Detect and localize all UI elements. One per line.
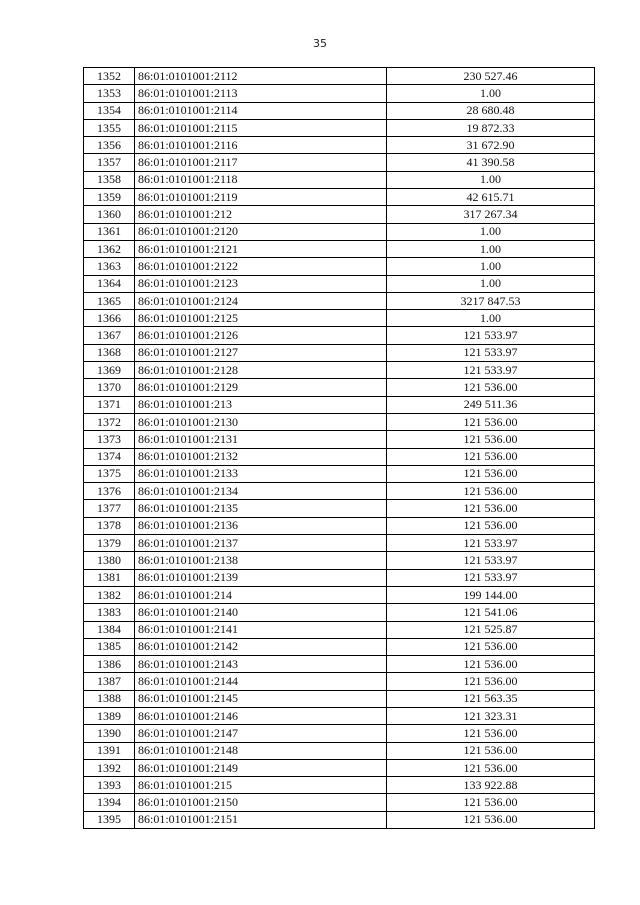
value-cell: 1.00: [387, 223, 595, 240]
cadastral-number-cell: 86:01:0101001:213: [135, 396, 387, 413]
row-number-cell: 1377: [84, 500, 135, 517]
table-row: [84, 275, 595, 292]
cadastral-number-cell: 86:01:0101001:2142: [135, 638, 387, 655]
value-cell: 121 536.00: [387, 673, 595, 690]
table-row: [84, 725, 595, 742]
cadastral-number-cell: 86:01:0101001:2129: [135, 379, 387, 396]
cadastral-number-cell: 86:01:0101001:2121: [135, 240, 387, 257]
table-row: [84, 673, 595, 690]
table-row: [84, 431, 595, 448]
row-number-cell: 1373: [84, 431, 135, 448]
row-number-cell: 1393: [84, 777, 135, 794]
table-row: [84, 85, 595, 102]
value-cell: 121 536.00: [387, 379, 595, 396]
value-cell: 121 533.97: [387, 344, 595, 361]
row-number-cell: 1368: [84, 344, 135, 361]
value-cell: 41 390.58: [387, 154, 595, 171]
table-row: [84, 690, 595, 707]
cadastral-number-cell: 86:01:0101001:2124: [135, 292, 387, 309]
cadastral-number-cell: 86:01:0101001:2140: [135, 604, 387, 621]
table-row: [84, 258, 595, 275]
value-cell: 121 323.31: [387, 707, 595, 724]
value-cell: 19 872.33: [387, 119, 595, 136]
table-row: [84, 310, 595, 327]
row-number-cell: 1380: [84, 552, 135, 569]
table-row: [84, 811, 595, 828]
cadastral-number-cell: 86:01:0101001:215: [135, 777, 387, 794]
cadastral-number-cell: 86:01:0101001:2146: [135, 707, 387, 724]
cadastral-number-cell: 86:01:0101001:2137: [135, 535, 387, 552]
cadastral-number-cell: 86:01:0101001:2118: [135, 171, 387, 188]
table-row: [84, 119, 595, 136]
row-number-cell: 1376: [84, 483, 135, 500]
cadastral-number-cell: 86:01:0101001:212: [135, 206, 387, 223]
cadastral-number-cell: 86:01:0101001:2147: [135, 725, 387, 742]
row-number-cell: 1355: [84, 119, 135, 136]
table-row: [84, 413, 595, 430]
table-row: [84, 171, 595, 188]
cadastral-number-cell: 86:01:0101001:2125: [135, 310, 387, 327]
cadastral-number-cell: 86:01:0101001:2130: [135, 413, 387, 430]
value-cell: 121 563.35: [387, 690, 595, 707]
cadastral-number-cell: 86:01:0101001:2141: [135, 621, 387, 638]
cadastral-number-cell: 86:01:0101001:2113: [135, 85, 387, 102]
value-cell: 121 536.00: [387, 431, 595, 448]
value-cell: 1.00: [387, 85, 595, 102]
cadastral-number-cell: 86:01:0101001:2148: [135, 742, 387, 759]
cadastral-number-cell: 86:01:0101001:2132: [135, 448, 387, 465]
value-cell: 121 525.87: [387, 621, 595, 638]
cadastral-number-cell: 86:01:0101001:2143: [135, 656, 387, 673]
row-number-cell: 1381: [84, 569, 135, 586]
cadastral-number-cell: 86:01:0101001:2144: [135, 673, 387, 690]
cadastral-number-cell: 86:01:0101001:2133: [135, 465, 387, 482]
table-row: [84, 794, 595, 811]
row-number-cell: 1384: [84, 621, 135, 638]
cadastral-value-table: [83, 67, 595, 829]
table-row: [84, 586, 595, 603]
table-row: [84, 569, 595, 586]
row-number-cell: 1378: [84, 517, 135, 534]
table-row: [84, 517, 595, 534]
value-cell: 121 536.00: [387, 759, 595, 776]
value-cell: 121 536.00: [387, 811, 595, 828]
cadastral-number-cell: 86:01:0101001:2150: [135, 794, 387, 811]
table-row: [84, 327, 595, 344]
table-row: [84, 621, 595, 638]
value-cell: 199 144.00: [387, 586, 595, 603]
cadastral-number-cell: 86:01:0101001:2119: [135, 189, 387, 206]
table-row: [84, 292, 595, 309]
cadastral-number-cell: 86:01:0101001:2135: [135, 500, 387, 517]
table-row: [84, 500, 595, 517]
row-number-cell: 1395: [84, 811, 135, 828]
table-row: [84, 759, 595, 776]
cadastral-number-cell: 86:01:0101001:214: [135, 586, 387, 603]
table-row: [84, 656, 595, 673]
cadastral-number-cell: 86:01:0101001:2112: [135, 68, 387, 85]
row-number-cell: 1372: [84, 413, 135, 430]
table-row: [84, 483, 595, 500]
table-row: [84, 638, 595, 655]
value-cell: 121 533.97: [387, 552, 595, 569]
table-row: [84, 223, 595, 240]
value-cell: 121 536.00: [387, 725, 595, 742]
table-row: [84, 465, 595, 482]
value-cell: 121 536.00: [387, 656, 595, 673]
value-cell: 121 536.00: [387, 517, 595, 534]
cadastral-number-cell: 86:01:0101001:2139: [135, 569, 387, 586]
table-row: [84, 448, 595, 465]
value-cell: 133 922.88: [387, 777, 595, 794]
value-cell: 121 536.00: [387, 465, 595, 482]
value-cell: 1.00: [387, 258, 595, 275]
row-number-cell: 1389: [84, 707, 135, 724]
cadastral-number-cell: 86:01:0101001:2136: [135, 517, 387, 534]
row-number-cell: 1383: [84, 604, 135, 621]
value-cell: 121 541.06: [387, 604, 595, 621]
row-number-cell: 1352: [84, 68, 135, 85]
table-row: [84, 604, 595, 621]
row-number-cell: 1354: [84, 102, 135, 119]
table-row: [84, 68, 595, 85]
row-number-cell: 1379: [84, 535, 135, 552]
page-number: 35: [313, 37, 327, 50]
row-number-cell: 1360: [84, 206, 135, 223]
table-row: [84, 552, 595, 569]
cadastral-number-cell: 86:01:0101001:2126: [135, 327, 387, 344]
row-number-cell: 1391: [84, 742, 135, 759]
value-cell: 1.00: [387, 240, 595, 257]
cadastral-number-cell: 86:01:0101001:2117: [135, 154, 387, 171]
value-cell: 31 672.90: [387, 137, 595, 154]
row-number-cell: 1363: [84, 258, 135, 275]
row-number-cell: 1387: [84, 673, 135, 690]
row-number-cell: 1392: [84, 759, 135, 776]
row-number-cell: 1385: [84, 638, 135, 655]
value-cell: 121 533.97: [387, 535, 595, 552]
row-number-cell: 1369: [84, 362, 135, 379]
row-number-cell: 1388: [84, 690, 135, 707]
table-row: [84, 707, 595, 724]
row-number-cell: 1357: [84, 154, 135, 171]
value-cell: 1.00: [387, 171, 595, 188]
row-number-cell: 1353: [84, 85, 135, 102]
value-cell: 121 533.97: [387, 362, 595, 379]
table-row: [84, 742, 595, 759]
row-number-cell: 1364: [84, 275, 135, 292]
value-cell: 121 533.97: [387, 327, 595, 344]
table-row: [84, 344, 595, 361]
row-number-cell: 1367: [84, 327, 135, 344]
table-row: [84, 535, 595, 552]
value-cell: 121 536.00: [387, 638, 595, 655]
cadastral-number-cell: 86:01:0101001:2114: [135, 102, 387, 119]
table-body: [84, 68, 595, 829]
cadastral-number-cell: 86:01:0101001:2123: [135, 275, 387, 292]
row-number-cell: 1362: [84, 240, 135, 257]
value-cell: 121 536.00: [387, 500, 595, 517]
value-cell: 28 680.48: [387, 102, 595, 119]
cadastral-number-cell: 86:01:0101001:2128: [135, 362, 387, 379]
value-cell: 121 536.00: [387, 742, 595, 759]
value-cell: 121 533.97: [387, 569, 595, 586]
table-row: [84, 137, 595, 154]
cadastral-number-cell: 86:01:0101001:2149: [135, 759, 387, 776]
cadastral-number-cell: 86:01:0101001:2122: [135, 258, 387, 275]
row-number-cell: 1375: [84, 465, 135, 482]
table-row: [84, 362, 595, 379]
row-number-cell: 1374: [84, 448, 135, 465]
row-number-cell: 1386: [84, 656, 135, 673]
value-cell: 121 536.00: [387, 448, 595, 465]
cadastral-number-cell: 86:01:0101001:2131: [135, 431, 387, 448]
table-row: [84, 379, 595, 396]
cadastral-number-cell: 86:01:0101001:2127: [135, 344, 387, 361]
table-row: [84, 154, 595, 171]
table-row: [84, 206, 595, 223]
cadastral-number-cell: 86:01:0101001:2120: [135, 223, 387, 240]
value-cell: 230 527.46: [387, 68, 595, 85]
value-cell: 1.00: [387, 275, 595, 292]
value-cell: 3217 847.53: [387, 292, 595, 309]
table-row: [84, 102, 595, 119]
value-cell: 121 536.00: [387, 413, 595, 430]
cadastral-number-cell: 86:01:0101001:2151: [135, 811, 387, 828]
cadastral-number-cell: 86:01:0101001:2115: [135, 119, 387, 136]
cadastral-number-cell: 86:01:0101001:2138: [135, 552, 387, 569]
value-cell: 121 536.00: [387, 483, 595, 500]
table-row: [84, 777, 595, 794]
row-number-cell: 1371: [84, 396, 135, 413]
table-row: [84, 240, 595, 257]
row-number-cell: 1366: [84, 310, 135, 327]
row-number-cell: 1382: [84, 586, 135, 603]
value-cell: 317 267.34: [387, 206, 595, 223]
row-number-cell: 1361: [84, 223, 135, 240]
cadastral-number-cell: 86:01:0101001:2116: [135, 137, 387, 154]
row-number-cell: 1356: [84, 137, 135, 154]
row-number-cell: 1365: [84, 292, 135, 309]
row-number-cell: 1390: [84, 725, 135, 742]
value-cell: 249 511.36: [387, 396, 595, 413]
table-row: [84, 189, 595, 206]
row-number-cell: 1370: [84, 379, 135, 396]
row-number-cell: 1358: [84, 171, 135, 188]
row-number-cell: 1394: [84, 794, 135, 811]
cadastral-number-cell: 86:01:0101001:2145: [135, 690, 387, 707]
value-cell: 121 536.00: [387, 794, 595, 811]
value-cell: 1.00: [387, 310, 595, 327]
row-number-cell: 1359: [84, 189, 135, 206]
value-cell: 42 615.71: [387, 189, 595, 206]
table-row: [84, 396, 595, 413]
cadastral-number-cell: 86:01:0101001:2134: [135, 483, 387, 500]
